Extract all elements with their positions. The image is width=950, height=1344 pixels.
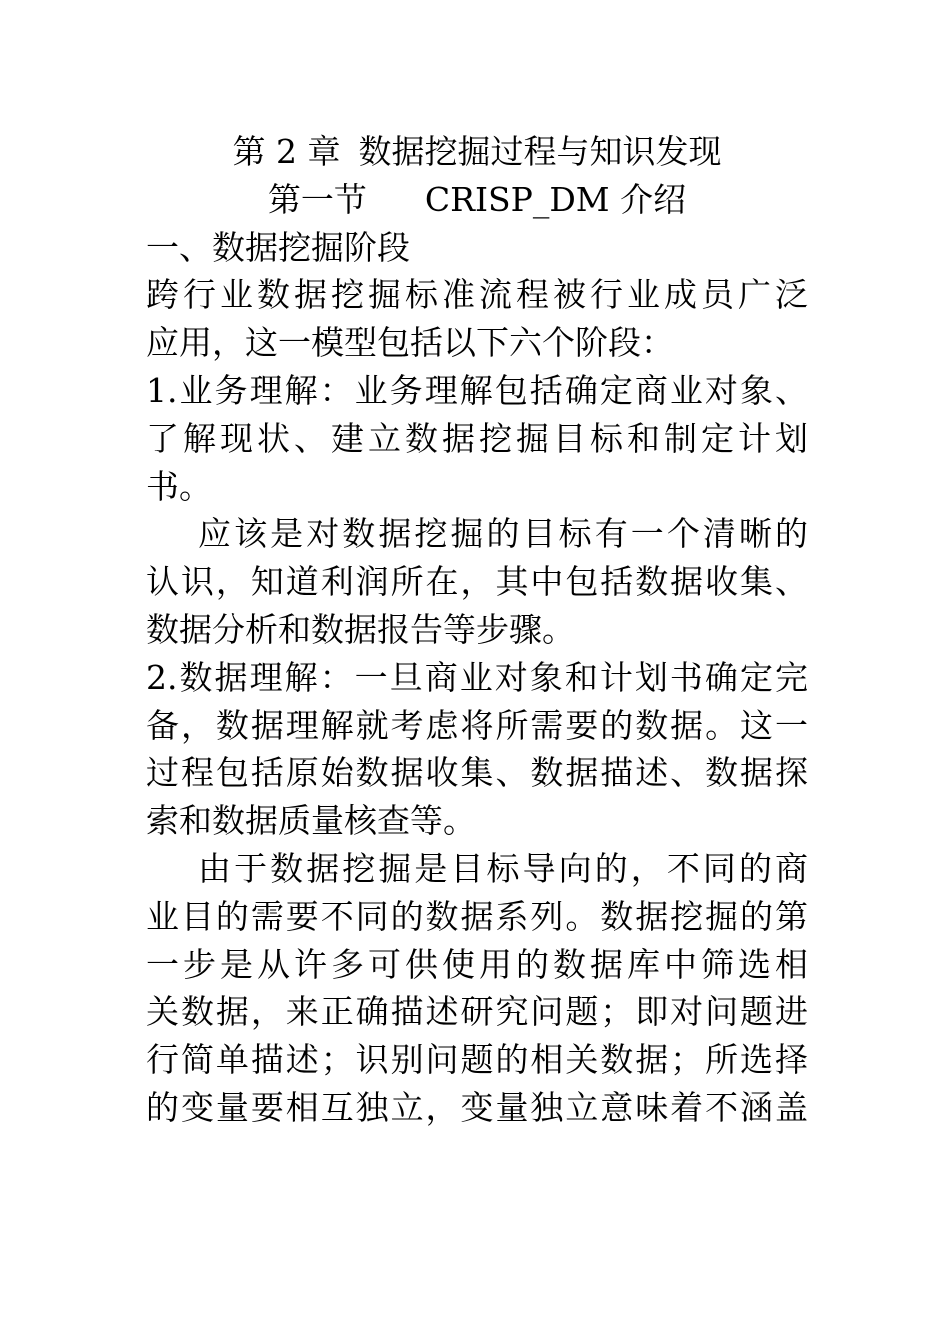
- chapter-title: [146, 128, 808, 176]
- paragraph-line: 行简单描述；识别问题的相关数据；所选择: [146, 1040, 808, 1080]
- paragraph-line: 关数据，来正确描述研究问题；即对问题进: [146, 992, 808, 1032]
- section-title: [146, 176, 808, 224]
- chapter-name: 数据挖掘过程与知识发现: [358, 132, 722, 171]
- paragraph-line: 应该是对数据挖掘的目标有一个清晰的: [198, 514, 808, 554]
- paragraph-line: 2.数据理解：一旦商业对象和计划书确定完: [146, 657, 808, 697]
- paragraph-line: 数据分析和数据报告等步骤。: [146, 609, 575, 649]
- paragraph-line: 跨行业数据挖掘标准流程被行业成员广泛: [146, 275, 808, 315]
- paragraph-line: 索和数据质量核查等。: [146, 801, 476, 841]
- paragraph-line: 业目的需要不同的数据系列。数据挖掘的第: [146, 896, 808, 936]
- paragraph-line: 了解现状、建立数据挖掘目标和制定计划: [146, 418, 808, 458]
- paragraph-line: 1.业务理解：业务理解包括确定商业对象、: [146, 370, 808, 410]
- chapter-number: 第 2 章: [232, 132, 341, 171]
- page-content: [146, 128, 808, 1132]
- paragraph-line: 应用，这一模型包括以下六个阶段：: [146, 323, 674, 363]
- paragraph-line: 一步是从许多可供使用的数据库中筛选相: [146, 944, 808, 984]
- section-name: CRISP_DM 介绍: [424, 179, 687, 219]
- paragraph-line: 由于数据挖掘是目标导向的，不同的商: [198, 848, 808, 888]
- paragraph-line: 备，数据理解就考虑将所需要的数据。这一: [146, 705, 808, 745]
- paragraph-line: 认识，知道利润所在，其中包括数据收集、: [146, 562, 808, 602]
- paragraph-line: 书。: [146, 466, 212, 506]
- paragraph-line: 过程包括原始数据收集、数据描述、数据探: [146, 753, 808, 793]
- paragraph-line: 的变量要相互独立，变量独立意味着不涵盖: [146, 1087, 808, 1127]
- subsection-heading: 一、数据挖掘阶段: [146, 227, 410, 267]
- section-label: 第一节: [267, 179, 367, 219]
